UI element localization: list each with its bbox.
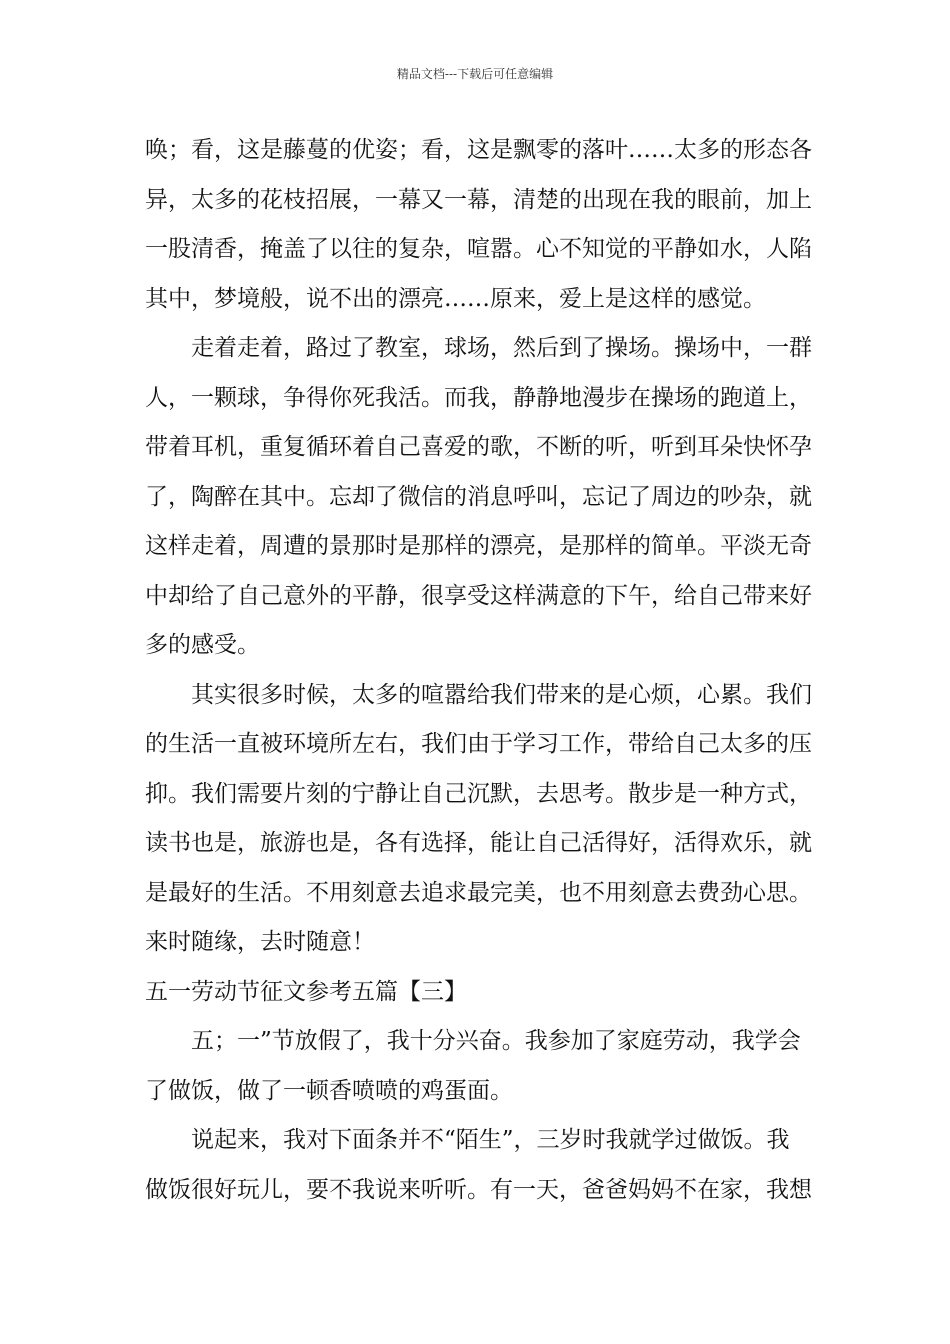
- text-line: 异，太多的花枝招展，一幕又一幕，清楚的出现在我的眼前，加上: [145, 186, 812, 213]
- paragraph-first-line: 五；一”节放假了，我十分兴奋。我参加了家庭劳动，我学会: [191, 1028, 801, 1054]
- text-line: 多的感受。: [145, 632, 260, 658]
- paragraph-first-line: 其实很多时候，太多的喧嚣给我们带来的是心烦，心累。我们: [191, 681, 812, 708]
- text-line: 来时随缘，去时随意！: [145, 929, 375, 955]
- text-line: 抑。我们需要片刻的宁静让自己沉默，去思考。散步是一种方式，: [145, 780, 812, 807]
- text-line: 的生活一直被环境所左右，我们由于学习工作，带给自己太多的压: [145, 731, 812, 757]
- text-line: 读书也是，旅游也是，各有选择，能让自己活得好，活得欢乐，就: [145, 830, 812, 856]
- text-line: 中却给了自己意外的平静，很享受这样满意的下午，给自己带来好: [145, 582, 812, 609]
- text-line: 唤；看，这是藤蔓的优姿；看，这是飘零的落叶……太多的形态各: [145, 137, 812, 163]
- text-line: 其中，梦境般，说不出的漂亮……原来，爱上是这样的感觉。: [145, 285, 766, 312]
- text-line: 是最好的生活。不用刻意去追求最完美，也不用刻意去费劲心思。: [145, 879, 812, 906]
- page-header: 精品文档---下载后可任意编辑: [396, 67, 554, 81]
- text-line: 做饭很好玩儿，要不我说来听听。有一天，爸爸妈妈不在家，我想: [145, 1176, 812, 1203]
- paragraph-first-line: 走着走着，路过了教室，球场，然后到了操场。操场中，一群: [191, 335, 812, 361]
- text-line: 一股清香，掩盖了以往的复杂，喧嚣。心不知觉的平静如水，人陷: [145, 236, 812, 262]
- text-line: 这样走着，周遭的景那时是那样的漂亮，是那样的简单。平淡无奇: [145, 533, 812, 559]
- text-line: 带着耳机，重复循环着自己喜爱的歌，不断的听，听到耳朵快怀孕: [145, 434, 812, 460]
- text-line: 了，陶醉在其中。忘却了微信的消息呼叫，忘记了周边的吵杂，就: [145, 483, 812, 510]
- text-line: 了做饭，做了一顿香喷喷的鸡蛋面。: [145, 1077, 513, 1104]
- text-line: 人，一颗球，争得你死我活。而我，静静地漫步在操场的跑道上，: [145, 384, 812, 411]
- document-body: [145, 126, 810, 1215]
- section-heading: 五一劳动节征文参考五篇【三】: [145, 978, 467, 1005]
- paragraph-first-line: 说起来，我对下面条并不“陌生”，三岁时我就学过做饭。我: [191, 1127, 790, 1153]
